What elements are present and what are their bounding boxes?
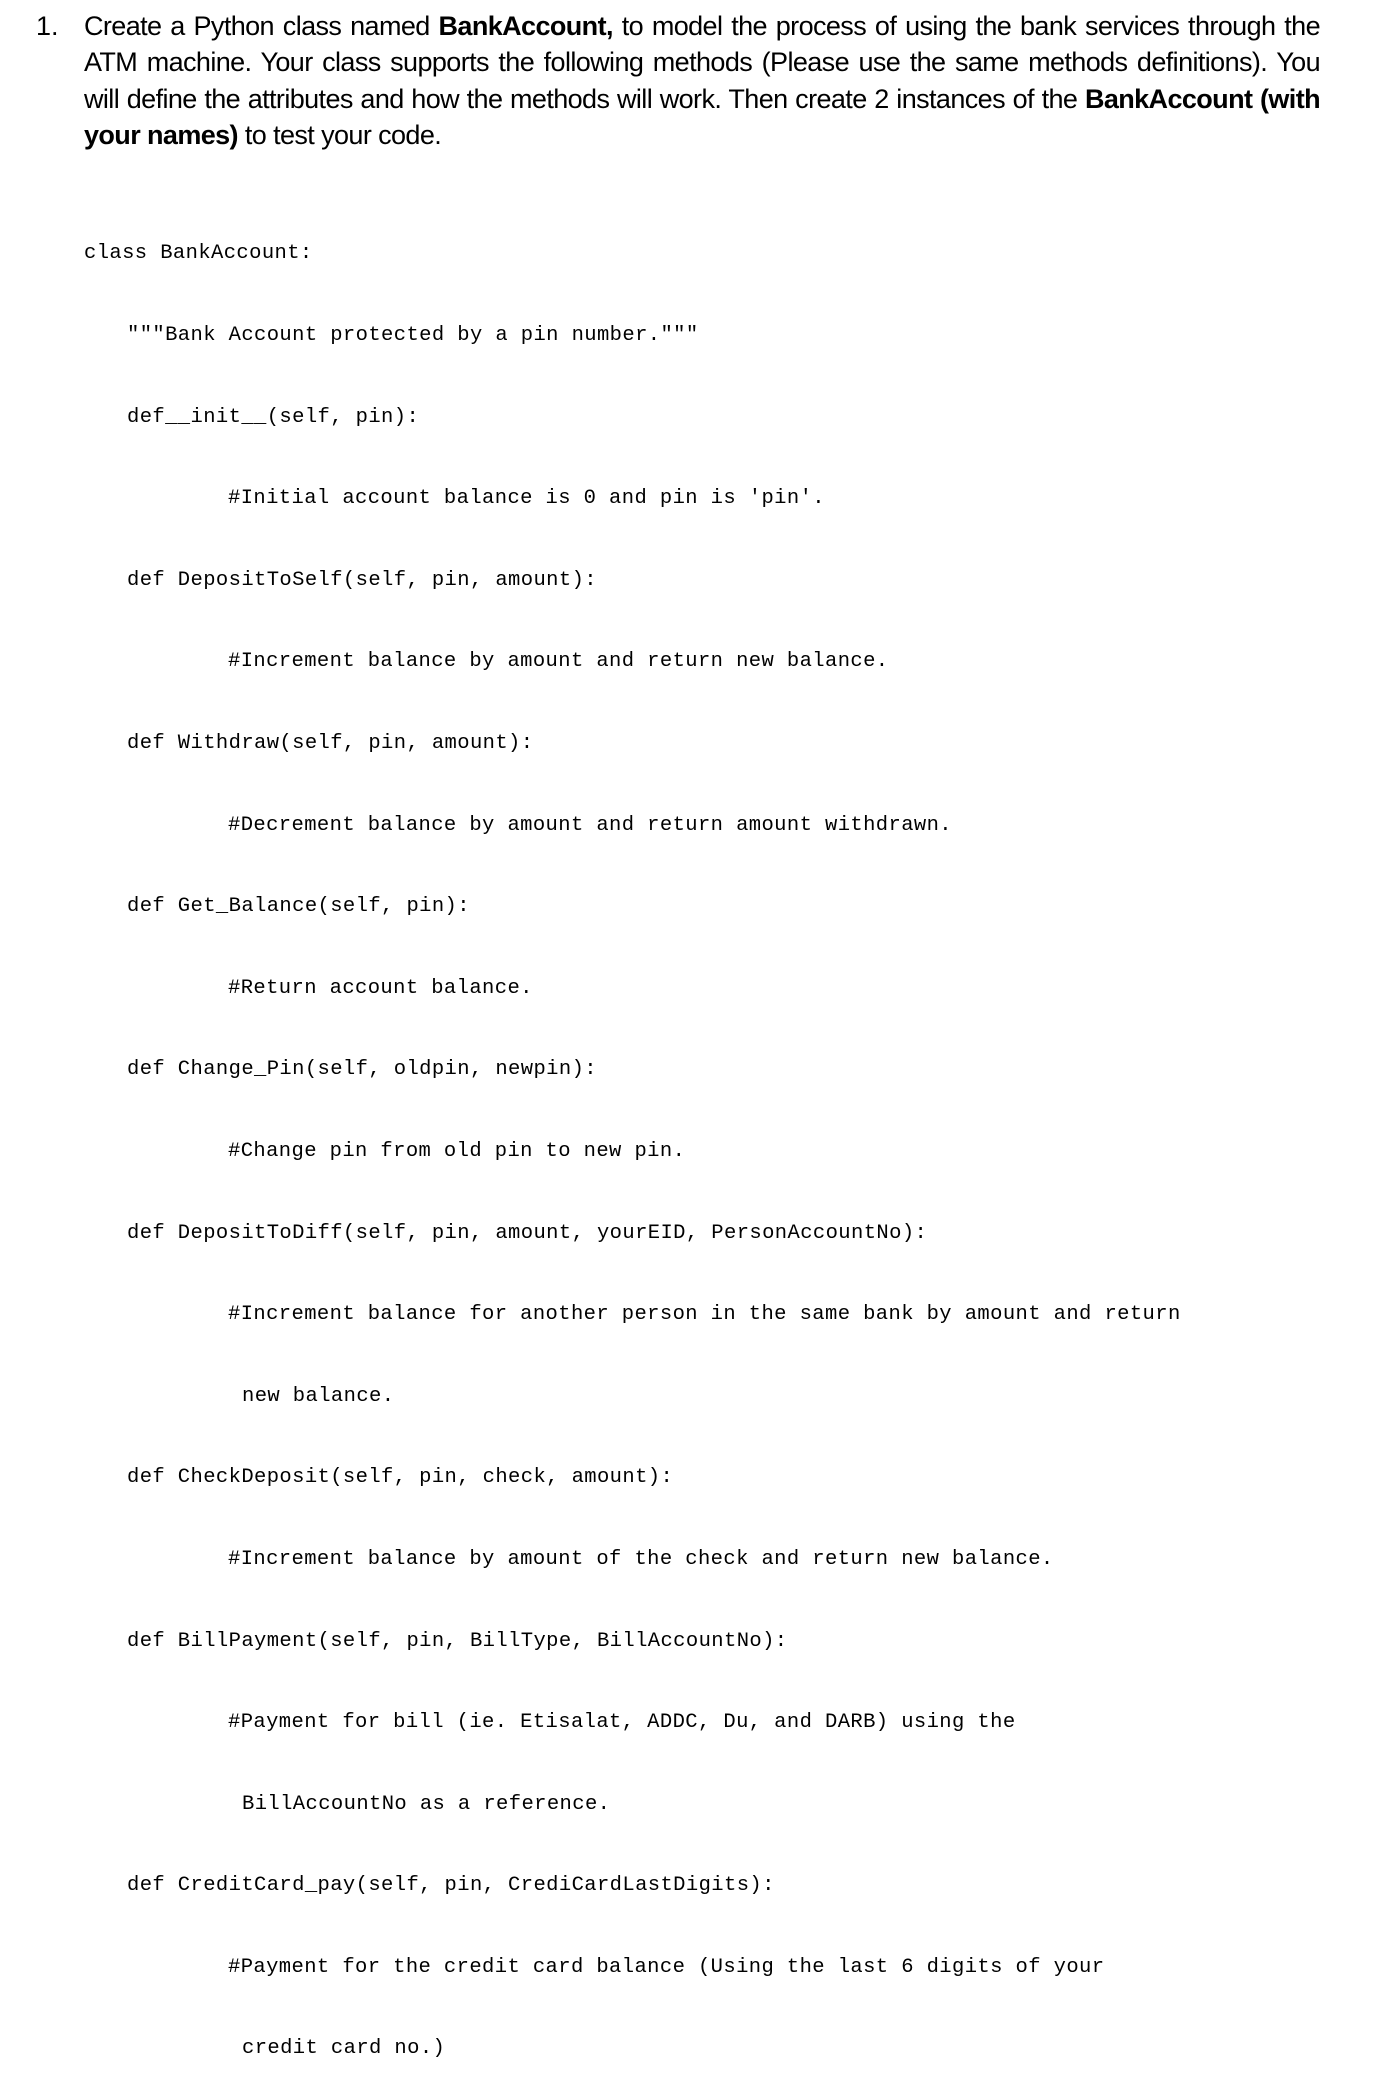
code-line: #Change pin from old pin to new pin. [228, 1139, 686, 1163]
question-text [84, 8, 1320, 153]
code-line: def DepositToSelf(self, pin, amount): [127, 568, 597, 592]
code-line: credit card no.) [242, 2037, 446, 2061]
instances-bold: BankAccount (with your names) [84, 83, 1320, 150]
code-line: BillAccountNo as a reference. [242, 1792, 611, 1816]
code-line: #Initial account balance is 0 and pin is 'pin'. [228, 487, 825, 511]
code-line: #Increment balance by amount and return new balance. [228, 650, 889, 674]
code-line: def__init__(self, pin): [127, 405, 420, 429]
question-text-part-2: to model the process of using the bank services through the ATM machine. Your class supports the following methods (Please use the same methods definitions). You will define the attributes and how the methods will work. Then create 2 instances of the [84, 11, 1320, 114]
code-line: #Return account balance. [228, 976, 533, 1000]
code-line: class BankAccount: [84, 242, 313, 266]
code-line: def BillPayment(self, pin, BillType, BillAccountNo): [127, 1629, 788, 1653]
question-number: 1. [36, 11, 59, 41]
code-line: def CreditCard_pay(self, pin, CrediCardLastDigits): [127, 1874, 775, 1898]
code-line: #Increment balance for another person in the same bank by amount and return [228, 1303, 1181, 1327]
code-line: def Get_Balance(self, pin): [127, 895, 470, 919]
code-line: #Decrement balance by amount and return amount withdrawn. [228, 813, 953, 837]
code-line: def CheckDeposit(self, pin, check, amount): [127, 1466, 674, 1490]
code-line: def Change_Pin(self, oldpin, newpin): [127, 1058, 597, 1082]
code-line: def Withdraw(self, pin, amount): [127, 731, 534, 755]
code-line: #Payment for bill (ie. Etisalat, ADDC, Du, and DARB) using the [228, 1711, 1016, 1735]
code-line: """Bank Account protected by a pin number.""" [127, 324, 699, 347]
code-line: #Payment for the credit card balance (Using the last 6 digits of your [228, 1955, 1105, 1979]
code-line: #Increment balance by amount of the check and return new balance. [228, 1547, 1054, 1571]
question-text-part-3: to test your code. [237, 119, 442, 150]
code-line: new balance. [242, 1384, 395, 1408]
question-text-part-1: Create a Python class named [84, 11, 439, 41]
code-block [84, 186, 1384, 2090]
code-line: def DepositToDiff(self, pin, amount, yourEID, PersonAccountNo): [127, 1221, 928, 1245]
class-name-bold: BankAccount, [438, 11, 613, 41]
